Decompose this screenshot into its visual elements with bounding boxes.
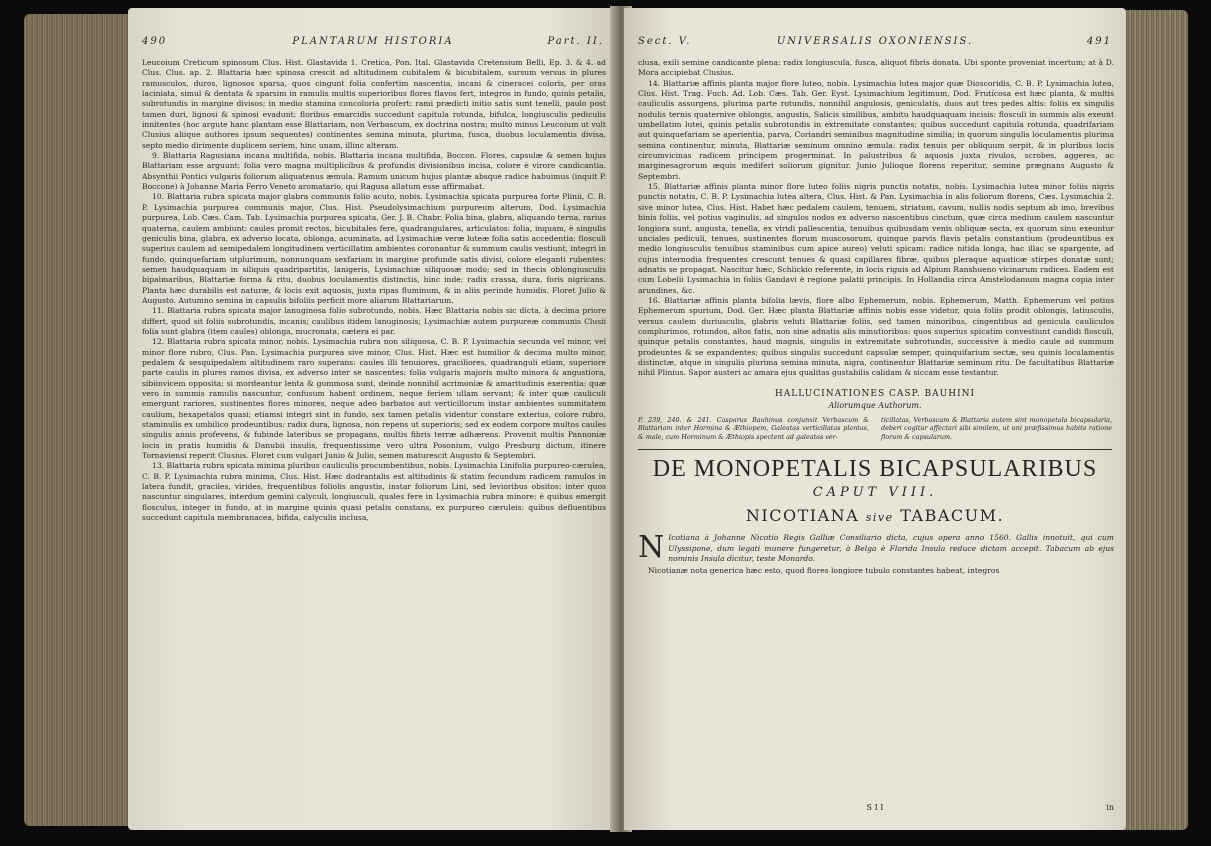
paragraph: 14. Blattariæ affinis planta major flore luteo, nobis. Lysimachia lutea major quæ Dioscoridis, C. B. P. Lysimachia lutea, Clus. Hist. Trag. Fuch. Ad. Lob. Cæs. Tab. Ger. Eyst. Lysimachium legitimum, Dod. Frutícosa est hæc planta, & multis cauliculis assurgens, plurima parte rotundis, nonnihil angulosis, geniculatis, duos aut tres pedes altis: foliis ex singulis nodulis ternis quaternive oblongis, angustis, Salicis similibus, ambitu haudquaquam incisis: flosculi in summis alis exeunt umbellatim lutei, quinis petalis subrotundis in extremitate constantes; quibus succedunt capitula rotunda, quadrifariam aut quinquefariam se aperientia, parva, Coriandri seminibus magnitudine similia; in quorum singulis loculamentis plurima semina continentur, minuta, Blattariæ seminum omnino æmula: radix tenuis per obliquum serpit, & in pluribus locis circumvicinas radicem principem progerminat. In palustribus & aquosis juxta rivulos, scrobes, aggeres, ac marginesagrorum æquis mediferi soliorum gignitur. Junio Julioque florens reperitur, semine prægnans Augusto & Septembri. [638,78,1114,181]
left-page-number: 490 [142,36,168,47]
plant-title [624,506,1126,525]
right-page-edges [1122,10,1188,830]
hallucinationes-col-1: P. 239, 240. & 241. Casparus Bauhinus conjunxit Verbascum & Blattariam inter Hormina & Æthiopem, Galeatas verticillatas plantas, & male, cum Horminum & Æthiopis spectent ad galeatas ver- [638,415,869,441]
plant-name-sive: sive [865,511,894,525]
left-running-head [142,36,604,54]
section-label: Sect. V. [638,36,692,47]
nicotiana-intro [638,530,1114,566]
right-running-head [638,36,1112,54]
drop-cap: N [638,530,665,566]
left-page-edges [24,14,134,826]
right-page-number: 491 [1086,36,1112,47]
part-label: Part. II. [547,36,604,47]
plant-name-nicotiana: NICOTIANA [745,506,860,526]
hallucinationes-columns [638,416,1112,442]
right-page [624,8,1126,830]
signature-mark: S I I [866,803,884,812]
intro-text: Icotiana à Johanne Nicotio Regis Galliæ Consiliario dicta, cujus opera anno 1560. Gallis innotuit, qui cum Ulyssipone, dum legati munere fungeretur, à Belga è Florida Insula reduce dictam accepit. Tabacum ab ejus nominis Insula dicitur, teste Monardo. [668,533,1114,564]
paragraph: 16. Blattariæ affinis planta bifolia lævis, flore albo Ephemerum, nobis. Ephemerum, Matth. Ephemerum vel potius Ephemerum spurium, Dod. Ger. Hæc planta Blattariæ affinis nobis esse videtur, quia foliis prodit oblongis, latiusculis, versus caulem duriusculis, glabris veluti Blattariæ foliis, sed tamen minoribus, cingentibus ad genicula cauliculos complurimos, rotundos, altos fatis, non sine adnatis alis minutioribus: quos superius spicatim convestiunt candidi flosculi, quinque petalis constantes, haud magnis, singulis in extremitate subrotundis, successive à medio caule ad summum prodeuntes & se expandentes; quibus singulis succedunt capsulæ semper, quinquifarium sectæ, seu quinis loculamentis distinctæ, atque in singulis plurima semina minuta, nigra, continentur Blattariæ seminum ritu. De facultatibus Blattariæ nihil Plinius. Sapor austeri ac amara ejus qualitas gustabilis calidam & siccam esse testantur. [638,295,1114,378]
paragraph: 13. Blattaria rubra spicata minima pluribus cauliculis procumbentibus, nobis. Lysimachia Linifolia purpureo-cærulea, C. B. P. Lysimachia rubra minima, Clus. Hist. Hæc dodrantalis est altitudinis & statim fecundum radicem ramulos in latera fundit, graciles, virides, frequentibus foliolis angustis, instar foliorum Lini, sed levioribus obsitos: inter quos nascuntur singulares, interdum gemini calyculi, longiusculi, quales fere in Lysimachia rubra minore: è quibus emergit flosculus, integer in fundo, at in margine quinis quasi petalis constans, ex purpureo cæruleis: quibus defluentibus succedunt capitula membranacea, bifida, calyculis inclusa, [142,461,606,523]
hallucinationes-title: HALLUCINATIONES CASP. BAUHINI [774,388,976,399]
paragraph: clusa, exili semine candicante plena: radix longiuscula, fusca, aliquot fibris donata. Ubi sponte proveniat incertum; at à D. Mora accipiebat Clusius. [638,58,1114,78]
section-rule [638,449,1112,450]
paragraph: 11. Blattaria rubra spicata major lanuginosa folio subrotundo, nobis. Hæc Blattaria nobis sic dicta, à decima priore differt, quod sit foliis subrotundis, incanis; caulibus itidem lanuginosis; Lysimachiæ autem purpureæ communis Clusii folia sunt glabra (item caules) oblonga, mucronata, cætera ei par. [142,306,606,336]
section-title: DE MONOPETALIS BICAPSULARIBUS [652,456,1098,483]
right-body-text [638,58,1114,379]
paragraph: 10. Blattaria rubra spicata major glabra communis folio acuto, nobis. Lysimachia spicata purpurea forte Plinii, C. B. P. Lysimachia purpurea communis major, Clus. Hist. Pseudolysimachium purpureum alterum, Dod. Lysimachia purpurea, Lob. Cæs. Cam. Tab. Lysimachia purpurea spicata, Ger. J. B. Chabr. Folia bina, glabra, aliquando terna, rarius quaterna, caulem ambiunt: caules promit rectos, bicubitales fere, quadrangulares, articulatos: folia, inquam, è singulis geniculis bina, glabra, ex adverso locata, oblonga, acuminata, ad Lysimachiæ veræ luteæ folia satis accedentia: flosculi superius caulem ad semipedalem longitudinem verticillatim ambientes coronantur & summum caulis vestiunt, integri in fundo, quinquefariam utplurimum, nonnunquam sexfariam in margine profunde satis divisi, colore eleganti rubentes: semen haudquaquam in siliquis quadripartitis, lanigeris, Lysimachiæ siliquosæ modo; sed in thecis oblongiusculis bipalmaribus, Blattariæ forma & ritu, duobus loculamentis distinctis, hinc inde; radix crassa, dura, foris nigricans. Planta hæc durabilis est naturæ, & locis exit aquosis, juxta ripas fluminum, & in aliis perinde humidis. Floret Julio & Augusto. Autumno semina in capsulis bifoliis perficit more aliarum Blattariarum. [142,192,606,305]
paragraph: Nicotianæ nota generica hæc esto, quod flores longiore tubulo constantes habeat, integros [648,566,1000,576]
paragraph: 15. Blattariæ affinis planta minor flore luteo foliis nigris punctis notatis, nobis. Lysimachia lutea minor foliis nigris punctis notatis, C. B. P. Lysimachia lutea altera, Clus. Hist. & Pan. Lysimachia in alis foliorum florens, Cæs. Lysimachia 2. sive minor lutea, Clus. Hist. Habet hæc pedalem caulem, tenuem, striatum, cavum, nullis nodis septum ab imo, brevibus binis foliis, vel potius vaginulis, ad singulos nodos ex adverso nascentibus cinctum, quæ circa medium caulem nascuntur longiora sunt, angusta, tenella, ex viridi pallescentia, tenuibus quibusdam venis obliquæ secta, ex quorum sinu exeuntur unciales pediculi, tenues, sustinentes florum muscosorum, quinque parvis flavis petalis constantium (prodeuntibus ex medio longiusculis tenuibus staminibus cum apice aureo) veluti spicam: radice nitida longa, hac illac se spargente, ad cujus internodia frequentes crescunt tenues & quasi capillares fibræ, quibus pleraque aquaticæ stirpes donatæ sunt; adnatis se propagat. Nascitur hæc, Schlickio referente, in locis riguis ad Alpium Ranshueno vicinarum radices. Eadem est cum Lobelii Lysimachia in foliis Gandavi è regione palatii principis. In Hollandia circa Amstelodamum magna copia inter arundines, &c. [638,182,1114,295]
hallucinationes-subtitle: Aliorumque Authorum. [828,400,922,410]
paragraph: 9. Blattaria Ragusiana incana multifida, nobis. Blattaria incana multifida, Boccon. Flores, capsulæ & semen hujus Blattariam esse arguunt: folia vero magna multiplicibus & profundis divisionibus incisa, colore è virore candicantia. Absynthii Pontici vulgaris foliorum aliquatenus æmula. Ramum unicum hujus plantæ absque radice habuimus (inquit P. Boccone) à Johanne Maria Ferro Veneto aromatario, qui Ragusa allatum esse affirmabat. [142,151,606,192]
left-running-title: PLANTARUM HISTORIA [292,36,454,47]
paragraph: Leucoium Creticum spinosum Clus. Hist. Glastavida 1. Cretica, Pon. Ital. Glastavida Cretensium Belli, Ep. 3. & 4. ad Clus. Clus. ap. 2. Blattaria hæc spinosa crescit ad altitudinem cubitalem & bicubitalem, sursum versus in plures ramusculos, duros, lignosos sparsa, quos cingunt folia confertim nascentia, incani & cineracei coloris, per oras laciniata, simul & dentata & sparsim in ramulis multis superioribus flores flavos fert, integros in fundo, quinis petalis, subrotundis in margine divisos; in medio stamina concoloria profert: rami prædicti initio satis sunt tenelli, paulo post tamen duri, lignosi & spinosi evadunt: floribus emarcidis succedunt capitula rotunda, bifulca, longiusculis pediculis innitentes (hoc argute hanc plantam esse Blattariam, non Verbascum, ex doctrina nostra; multo minus Leucoium ut vult Clusius aliique authores ipsum sequentes) continentes semina minuta, plurima, fusca, duobus loculamentis divisa, septo medio dirimente duplicem seriem, hinc unam, illinc alteram. [142,58,606,150]
chapter-label: CAPUT VIII. [812,485,938,501]
right-running-title: UNIVERSALIS OXONIENSIS. [776,36,974,47]
paragraph: 12. Blattaria rubra spicata minor, nobis. Lysimachia rubra non siliquosa, C. B. P. Lysimachia secunda vel minor, vel minor flore rubro, Clus. Pan. Lysimachia purpurea sive minor, Clus. Hist. Hæc est humilior & decima multo minor, pedalem & sesquipedalem altitudinem raro superans: caules illi tenuiores, graciliores, quadranguli etiam, superiore parte caulis in plures ramos divisa, ex adverso inter se nascentes: folia vulgaris majoris multo minora & angustiora, sibiinvicem opposita; si mordeantur lenta & gummosa sunt, deinde nonnihil acrimoniæ & amaritudinis exerentia: quæ vero in summis ramulis nascuntur, confusum habent ordinem, neque feriem ullam servant; & inter quæ cauliculi emergunt rariores, sustinentes flores minores, neque adeo barbatos aut verticillorum instar ambientes summitatem caulium, hexapetalos quasi; etiamsi integri sint in fundo, sex tamen petalis videntur constare exterius, colore rubro, staminulis ex umbilico prodeuntibus: radix dura, lignosa, non repens ut superioris; sed ex eodem corpore multos caules singulis annis profevens, & fubinde lateribus se propagans, multis fibris terræ adhærens. Provenit multis Pannoniæ locis in pratis humidis & Danubii insulis, frequentissime vero ultra Posonium, vulgo Presburg dictum, itinere Tornaviensi reperit Clusius. Floret cum vulgari Junio & Julio, semen maturescit Augusto & Septembri. [142,337,606,461]
left-page [128,8,618,830]
plant-name-tabacum: TABACUM. [900,506,1005,526]
last-line [638,566,1114,576]
left-body-text [142,58,606,523]
catchword: in [1106,803,1114,812]
hallucinationes-col-2: ticillatas, Verbascum & Blattaria autem sint monopetala bicapsularia, deberi cogitur affectari sibi similem, ut uni præfissimus habita ratione florum & capsularum. [881,415,1112,441]
